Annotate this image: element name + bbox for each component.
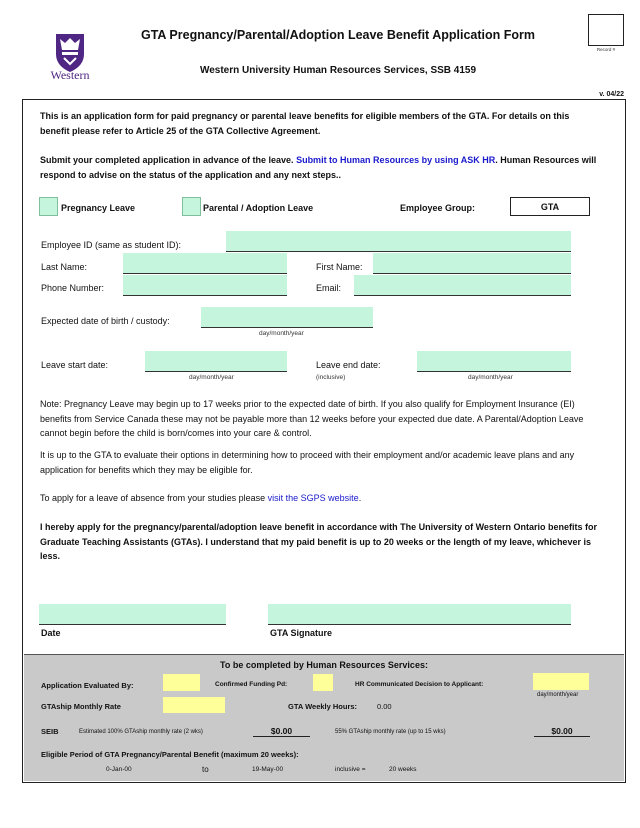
confirmed-funding-label: Confirmed Funding Pd: bbox=[215, 681, 288, 688]
last-name-input[interactable] bbox=[123, 253, 287, 274]
last-name-label: Last Name: bbox=[41, 262, 88, 272]
form-title: GTA Pregnancy/Parental/Adoption Leave Benefit Application Form bbox=[140, 28, 536, 42]
parental-leave-label: Parental / Adoption Leave bbox=[203, 203, 314, 213]
leave-start-input[interactable] bbox=[145, 351, 287, 372]
decision-label: HR Communicated Decision to Applicant: bbox=[355, 681, 484, 688]
weekly-hours-label: GTA Weekly Hours: bbox=[288, 702, 358, 711]
record-label: Record # bbox=[596, 47, 616, 52]
declaration-text: I hereby apply for the pregnancy/parental/adoption leave benefit in accordance with The University of Western Ontario benefits for Graduate Teaching Assistants (GTAs). I understand that my paid benefit is up to 20 weeks or the length of my leave, whichever is less. bbox=[40, 522, 597, 561]
submit-paragraph bbox=[40, 153, 600, 182]
signature-label: GTA Signature bbox=[270, 628, 333, 638]
pregnancy-leave-checkbox[interactable] bbox=[39, 197, 58, 216]
decision-date-format: day/month/year bbox=[537, 692, 579, 698]
form-subtitle: Western University Human Resources Services, SSB 4159 bbox=[199, 65, 477, 76]
monthly-rate-label: GTAship Monthly Rate bbox=[41, 702, 121, 711]
ask-hr-link[interactable]: Submit to Human Resources by using ASK HR bbox=[296, 155, 496, 165]
date-input[interactable] bbox=[39, 604, 226, 625]
leave-end-label: Leave end date: bbox=[316, 360, 381, 370]
estimated-55-label: 55% GTAship monthly rate (up to 15 wks) bbox=[335, 729, 446, 735]
period-weeks: 20 weeks bbox=[389, 766, 417, 773]
evaluated-by-input[interactable] bbox=[163, 674, 200, 691]
estimated-100-label: Estimated 100% GTAship monthly rate (2 wks) bbox=[79, 729, 203, 735]
evaluated-by-label: Application Evaluated By: bbox=[41, 681, 134, 690]
record-number-box[interactable] bbox=[588, 14, 624, 46]
eligible-period-label: Eligible Period of GTA Pregnancy/Parental Benefit (maximum 20 weeks): bbox=[41, 750, 299, 759]
date-label: Date bbox=[41, 628, 61, 638]
logo-text: Western bbox=[50, 68, 90, 82]
employee-id-label: Employee ID (same as student ID): bbox=[41, 240, 182, 250]
birth-date-input[interactable] bbox=[201, 307, 373, 328]
sgps-note bbox=[40, 491, 600, 506]
phone-input[interactable] bbox=[123, 275, 287, 296]
pregnancy-note: Note: Pregnancy Leave may begin up to 17 weeks prior to the expected date of birth. If you also qualify for Employment Insurance (EI) benefits from Service Canada these may not be payable more than 12 weeks before your expected due date. A Parental/Adoption Leave cannot begin before the child is born/comes into your care & control. bbox=[40, 399, 584, 438]
leave-start-label: Leave start date: bbox=[41, 360, 109, 370]
hr-heading: To be completed by Human Resources Services: bbox=[220, 660, 428, 670]
employee-group-label: Employee Group: bbox=[400, 203, 476, 213]
estimated-55-value: $0.00 bbox=[534, 726, 590, 737]
phone-label: Phone Number: bbox=[41, 283, 105, 293]
decision-date-input[interactable] bbox=[533, 673, 589, 690]
seib-label: SEIB bbox=[41, 727, 59, 736]
leave-start-format: day/month/year bbox=[189, 374, 234, 381]
email-label: Email: bbox=[316, 283, 342, 293]
period-end: 19-May-00 bbox=[252, 766, 284, 773]
sgps-text-a: To apply for a leave of absence from your studies please bbox=[40, 493, 268, 503]
pregnancy-leave-label: Pregnancy Leave bbox=[61, 203, 136, 213]
leave-end-format: day/month/year bbox=[468, 374, 513, 381]
leave-end-input[interactable] bbox=[417, 351, 571, 372]
signature-input[interactable] bbox=[268, 604, 571, 625]
parental-leave-checkbox[interactable] bbox=[182, 197, 201, 216]
first-name-label: First Name: bbox=[316, 262, 363, 272]
leave-end-inclusive: (inclusive) bbox=[316, 374, 346, 381]
gta-options-note: It is up to the GTA to evaluate their options in determining how to proceed with their employment and/or academic leave plans and any application for benefits which they may be eligible for. bbox=[40, 450, 575, 475]
first-name-input[interactable] bbox=[373, 253, 571, 274]
western-logo bbox=[38, 30, 102, 82]
period-start: 0-Jan-00 bbox=[106, 766, 132, 773]
weekly-hours-value: 0.00 bbox=[377, 702, 392, 711]
birth-date-format: day/month/year bbox=[259, 330, 304, 337]
monthly-rate-input[interactable] bbox=[163, 697, 225, 713]
estimated-100-value: $0.00 bbox=[253, 726, 310, 737]
submit-text-a: Submit your completed application in advance of the leave. bbox=[40, 155, 297, 165]
birth-date-label: Expected date of birth / custody: bbox=[41, 316, 170, 326]
intro-paragraph: This is an application form for paid pregnancy or parental leave benefits for eligible members of the GTA. For details on this benefit please refer to Article 25 of the GTA Collective Agreement. bbox=[40, 111, 570, 136]
period-to: to bbox=[202, 765, 209, 774]
period-inclusive: inclusive = bbox=[335, 766, 366, 773]
employee-group-value: GTA bbox=[510, 197, 590, 216]
submit-text-b: . Human Resources will respond to advise on the status of the application and any next steps.. bbox=[40, 155, 597, 180]
email-input[interactable] bbox=[354, 275, 571, 296]
employee-id-input[interactable] bbox=[226, 231, 571, 252]
version-label: v. 04/22 bbox=[599, 91, 624, 98]
sgps-link[interactable]: visit the SGPS website bbox=[267, 493, 359, 503]
sgps-text-b: . bbox=[358, 493, 362, 503]
confirmed-funding-input[interactable] bbox=[313, 674, 333, 691]
